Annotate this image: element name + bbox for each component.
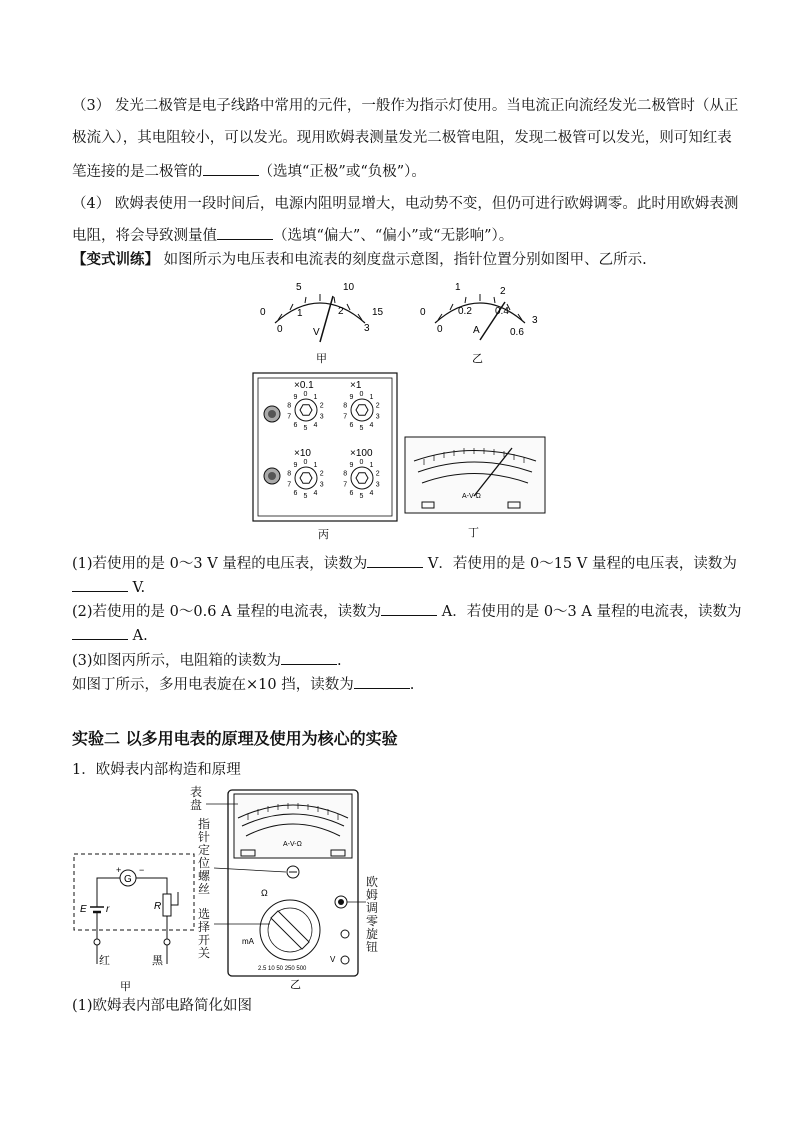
ammeter-top-tick-3: 3: [532, 315, 538, 326]
dial-multiplier-label: ×1: [350, 380, 362, 391]
ammeter-ticks: [438, 294, 522, 320]
q3-line-1: （3） 发光二极管是电子线路中常用的元件，一般作为指示灯使用。当电流正向流经发光二极管时（从正: [72, 98, 739, 114]
sub2-text-a: (2)若使用的是 0～0.6 A 量程的电流表，读数为: [72, 604, 382, 620]
voltmeter-top-tick-15: 15: [372, 307, 384, 318]
dial-knob[interactable]: [351, 399, 373, 421]
dial-digit: 2: [319, 402, 324, 410]
sub4-text-a: 如图丁所示，多用电表旋在×10 挡，读数为: [72, 677, 354, 693]
q4-line-1: （4） 欧姆表使用一段时间后，电源内阻明显增大，电动势不变，但仍可进行欧姆调零。此时用欧姆表测: [72, 196, 739, 212]
dial-knob[interactable]: [295, 399, 317, 421]
sub4-text-b: .: [409, 677, 415, 693]
variant-tag: 【变式训练】: [72, 251, 159, 268]
ammeter-bottom-tick-0-2: 0.2: [458, 306, 472, 317]
dial-digit: 9: [293, 394, 298, 402]
dial-digit: 0: [359, 391, 364, 398]
sub1-blank-2[interactable]: [72, 577, 128, 592]
red-probe-label: 红: [99, 955, 110, 967]
ammeter-bottom-tick-0-6: 0.6: [510, 327, 524, 338]
q3-text-before-blank: 笔连接的是二极管的: [72, 164, 203, 180]
dial-digit: 2: [375, 470, 380, 478]
sub2-blank-1[interactable]: [381, 601, 437, 616]
voltmeter-unit: V: [313, 327, 320, 338]
dial-digit: 4: [313, 489, 318, 497]
ammeter-top-tick-2: 2: [500, 286, 506, 297]
dial-multiplier-label: ×100: [350, 448, 373, 459]
multimeter-dial-panel: [234, 794, 352, 858]
dial-digit: 1: [313, 394, 318, 402]
dial-multiplier-label: ×0.1: [294, 380, 314, 391]
multimeter-caption: 乙: [290, 979, 301, 991]
voltmeter-top-tick-10: 10: [343, 282, 355, 293]
q3-text-after-blank: （选填“正极”或“负极”）。: [258, 164, 426, 180]
resistance-box-outer: [253, 373, 397, 521]
voltmeter-bottom-tick-2: 2: [338, 306, 344, 317]
resistance-box-caption: 丙: [318, 529, 329, 541]
dial-digit: 0: [303, 391, 308, 398]
multimeter-mid-label: A-V-Ω: [283, 841, 302, 848]
label-pointer-screw: 指 针 定 位 螺 丝: [198, 817, 211, 896]
probe-jack-minus: [341, 956, 349, 964]
dial-digit: 0: [359, 459, 364, 466]
q4-text-after-blank: （选填“偏大”、“偏小”或“无影响”）。: [273, 228, 514, 244]
q4-line-2: [72, 225, 732, 246]
bottom-scale-label: 2.5 10 50 250 500: [258, 966, 307, 972]
ma-range-label: mA: [242, 937, 254, 946]
dial-digit: 9: [293, 462, 298, 470]
black-probe-label: 黑: [152, 955, 163, 967]
sub2-text-b: A．若使用的是 0～3 A 量程的电流表，读数为: [437, 604, 742, 620]
sub1-line-2: [72, 577, 732, 598]
dial-digit: 6: [293, 489, 298, 497]
sub1-blank-1[interactable]: [367, 553, 423, 568]
voltmeter-bottom-tick-1: 1: [297, 308, 303, 319]
internal-r-label: r: [106, 904, 110, 915]
ammeter-caption: 乙: [472, 353, 483, 365]
multimeter-small-mid-label: A-V-Ω: [462, 493, 481, 500]
galvanometer-minus: −: [139, 865, 145, 875]
sub3-text-a: (3)如图丙所示，电阻箱的读数为: [72, 653, 282, 669]
sub1-line-1: [72, 553, 737, 574]
label-dial: 表 盘: [190, 785, 203, 812]
dial-digit: 5: [303, 493, 308, 500]
ohmmeter-circuit-figure: [72, 852, 200, 992]
ammeter-figure: [410, 278, 550, 368]
variant-text: 如图所示为电压表和电流表的刻度盘示意图，指针位置分别如图甲、乙所示.: [159, 252, 647, 268]
dial-digit: 7: [343, 413, 348, 421]
dial-digit: 7: [287, 413, 292, 421]
ammeter-scale-arc: [435, 303, 525, 323]
dial-digit: 0: [303, 459, 308, 466]
galvanometer-label: G: [124, 874, 132, 885]
ammeter-unit: A: [473, 325, 480, 336]
voltmeter-bottom-tick-3: 3: [364, 323, 370, 334]
voltmeter-bottom-tick-0: 0: [277, 324, 283, 335]
dial-knob[interactable]: [351, 467, 373, 489]
q4-text-before-blank: 电阻，将会导致测量值: [72, 228, 217, 244]
voltmeter-top-tick-0: 0: [260, 307, 266, 318]
volt-range-label: V: [330, 955, 336, 964]
dial-digit: 3: [319, 481, 324, 489]
sub2-text-c: A.: [128, 628, 148, 644]
circuit-caption: 甲: [120, 981, 131, 992]
dial-digit: 4: [369, 489, 374, 497]
sub1-text-a: (1)若使用的是 0～3 V 量程的电压表，读数为: [72, 556, 368, 572]
dial-digit: 5: [303, 425, 308, 432]
dial-digit: 4: [369, 421, 374, 429]
ammeter-top-tick-0: 0: [420, 307, 426, 318]
galvanometer-plus: +: [116, 865, 122, 875]
dial-digit: 7: [287, 481, 292, 489]
sub3-blank[interactable]: [281, 650, 337, 665]
dial-digit: 5: [359, 425, 364, 432]
dial-digit: 8: [343, 402, 348, 410]
sub3-line: [72, 650, 732, 671]
sub1-text-b: V．若使用的是 0～15 V 量程的电压表，读数为: [423, 556, 737, 572]
voltmeter-top-tick-5: 5: [296, 282, 302, 293]
dial-digit: 9: [349, 462, 354, 470]
dial-digit: 8: [287, 402, 292, 410]
dial-digit: 2: [375, 402, 380, 410]
dial-digit: 6: [349, 421, 354, 429]
dial-digit: 9: [349, 394, 354, 402]
dial-digit: 4: [313, 421, 318, 429]
rheostat-icon: [163, 894, 171, 916]
dial-multiplier-label: ×10: [294, 448, 311, 459]
sub2-line-1: [72, 601, 742, 622]
dial-digit: 1: [369, 462, 374, 470]
q4-answer-blank[interactable]: [217, 225, 273, 240]
dial-knob[interactable]: [295, 467, 317, 489]
section-2-title: 实验二 以多用电表的原理及使用为核心的实验: [72, 729, 398, 748]
ammeter-bottom-tick-0: 0: [437, 324, 443, 335]
sub2-blank-2[interactable]: [72, 625, 128, 640]
dial-digit: 3: [375, 413, 380, 421]
sub2-line-2: [72, 625, 732, 646]
voltmeter-figure: [250, 278, 390, 368]
variant-line: [72, 250, 732, 270]
dial-digit: 8: [287, 470, 292, 478]
q3-line-2: 极流入），其电阻较小，可以发光。现用欧姆表测量发光二极管电阻，发现二极管可以发光，则可知红表: [72, 130, 732, 146]
dial-digit: 2: [319, 470, 324, 478]
dial-digit: 7: [343, 481, 348, 489]
red-probe-terminal: [94, 939, 100, 945]
black-probe-terminal: [164, 939, 170, 945]
sub1-text-c: V.: [128, 580, 146, 596]
q3-line-3: [72, 161, 732, 182]
multimeter-figure: [186, 784, 382, 992]
dial-digit: 3: [375, 481, 380, 489]
dial-digit: 1: [313, 462, 318, 470]
dial-digit: 1: [369, 394, 374, 402]
dial-digit: 5: [359, 493, 364, 500]
label-selector-switch: 选 择 开 关: [198, 907, 211, 960]
circuit-dashed-box: [74, 854, 194, 930]
dial-digit: 6: [349, 489, 354, 497]
dial-digit: 8: [343, 470, 348, 478]
dial-digit: 6: [293, 421, 298, 429]
dial-digit: 3: [319, 413, 324, 421]
voltmeter-caption: 甲: [316, 353, 327, 365]
probe-jack-plus: [341, 930, 349, 938]
resistance-box-figure: [252, 372, 398, 544]
voltmeter-ticks: [278, 294, 362, 320]
multimeter-small-figure: [404, 436, 546, 544]
sub4-line: [72, 674, 732, 695]
last-line: (1)欧姆表内部电路简化如图: [72, 998, 253, 1014]
sub3-text-b: .: [337, 653, 342, 669]
sub4-blank[interactable]: [354, 674, 410, 689]
ohm-range-label: Ω: [261, 888, 268, 898]
label-ohm-zero-knob: 欧 姆 调 零 旋 钮: [366, 875, 379, 954]
rheostat-label: R: [154, 901, 162, 912]
ammeter-top-tick-1: 1: [455, 282, 461, 293]
emf-label: E: [80, 904, 87, 915]
multimeter-small-caption: 丁: [468, 527, 479, 539]
q3-answer-blank[interactable]: [203, 161, 259, 176]
item-1-heading: 1．欧姆表内部构造和原理: [72, 762, 241, 778]
ammeter-bottom-tick-0-4: 0.4: [495, 306, 509, 317]
voltmeter-scale-arc: [275, 303, 365, 323]
